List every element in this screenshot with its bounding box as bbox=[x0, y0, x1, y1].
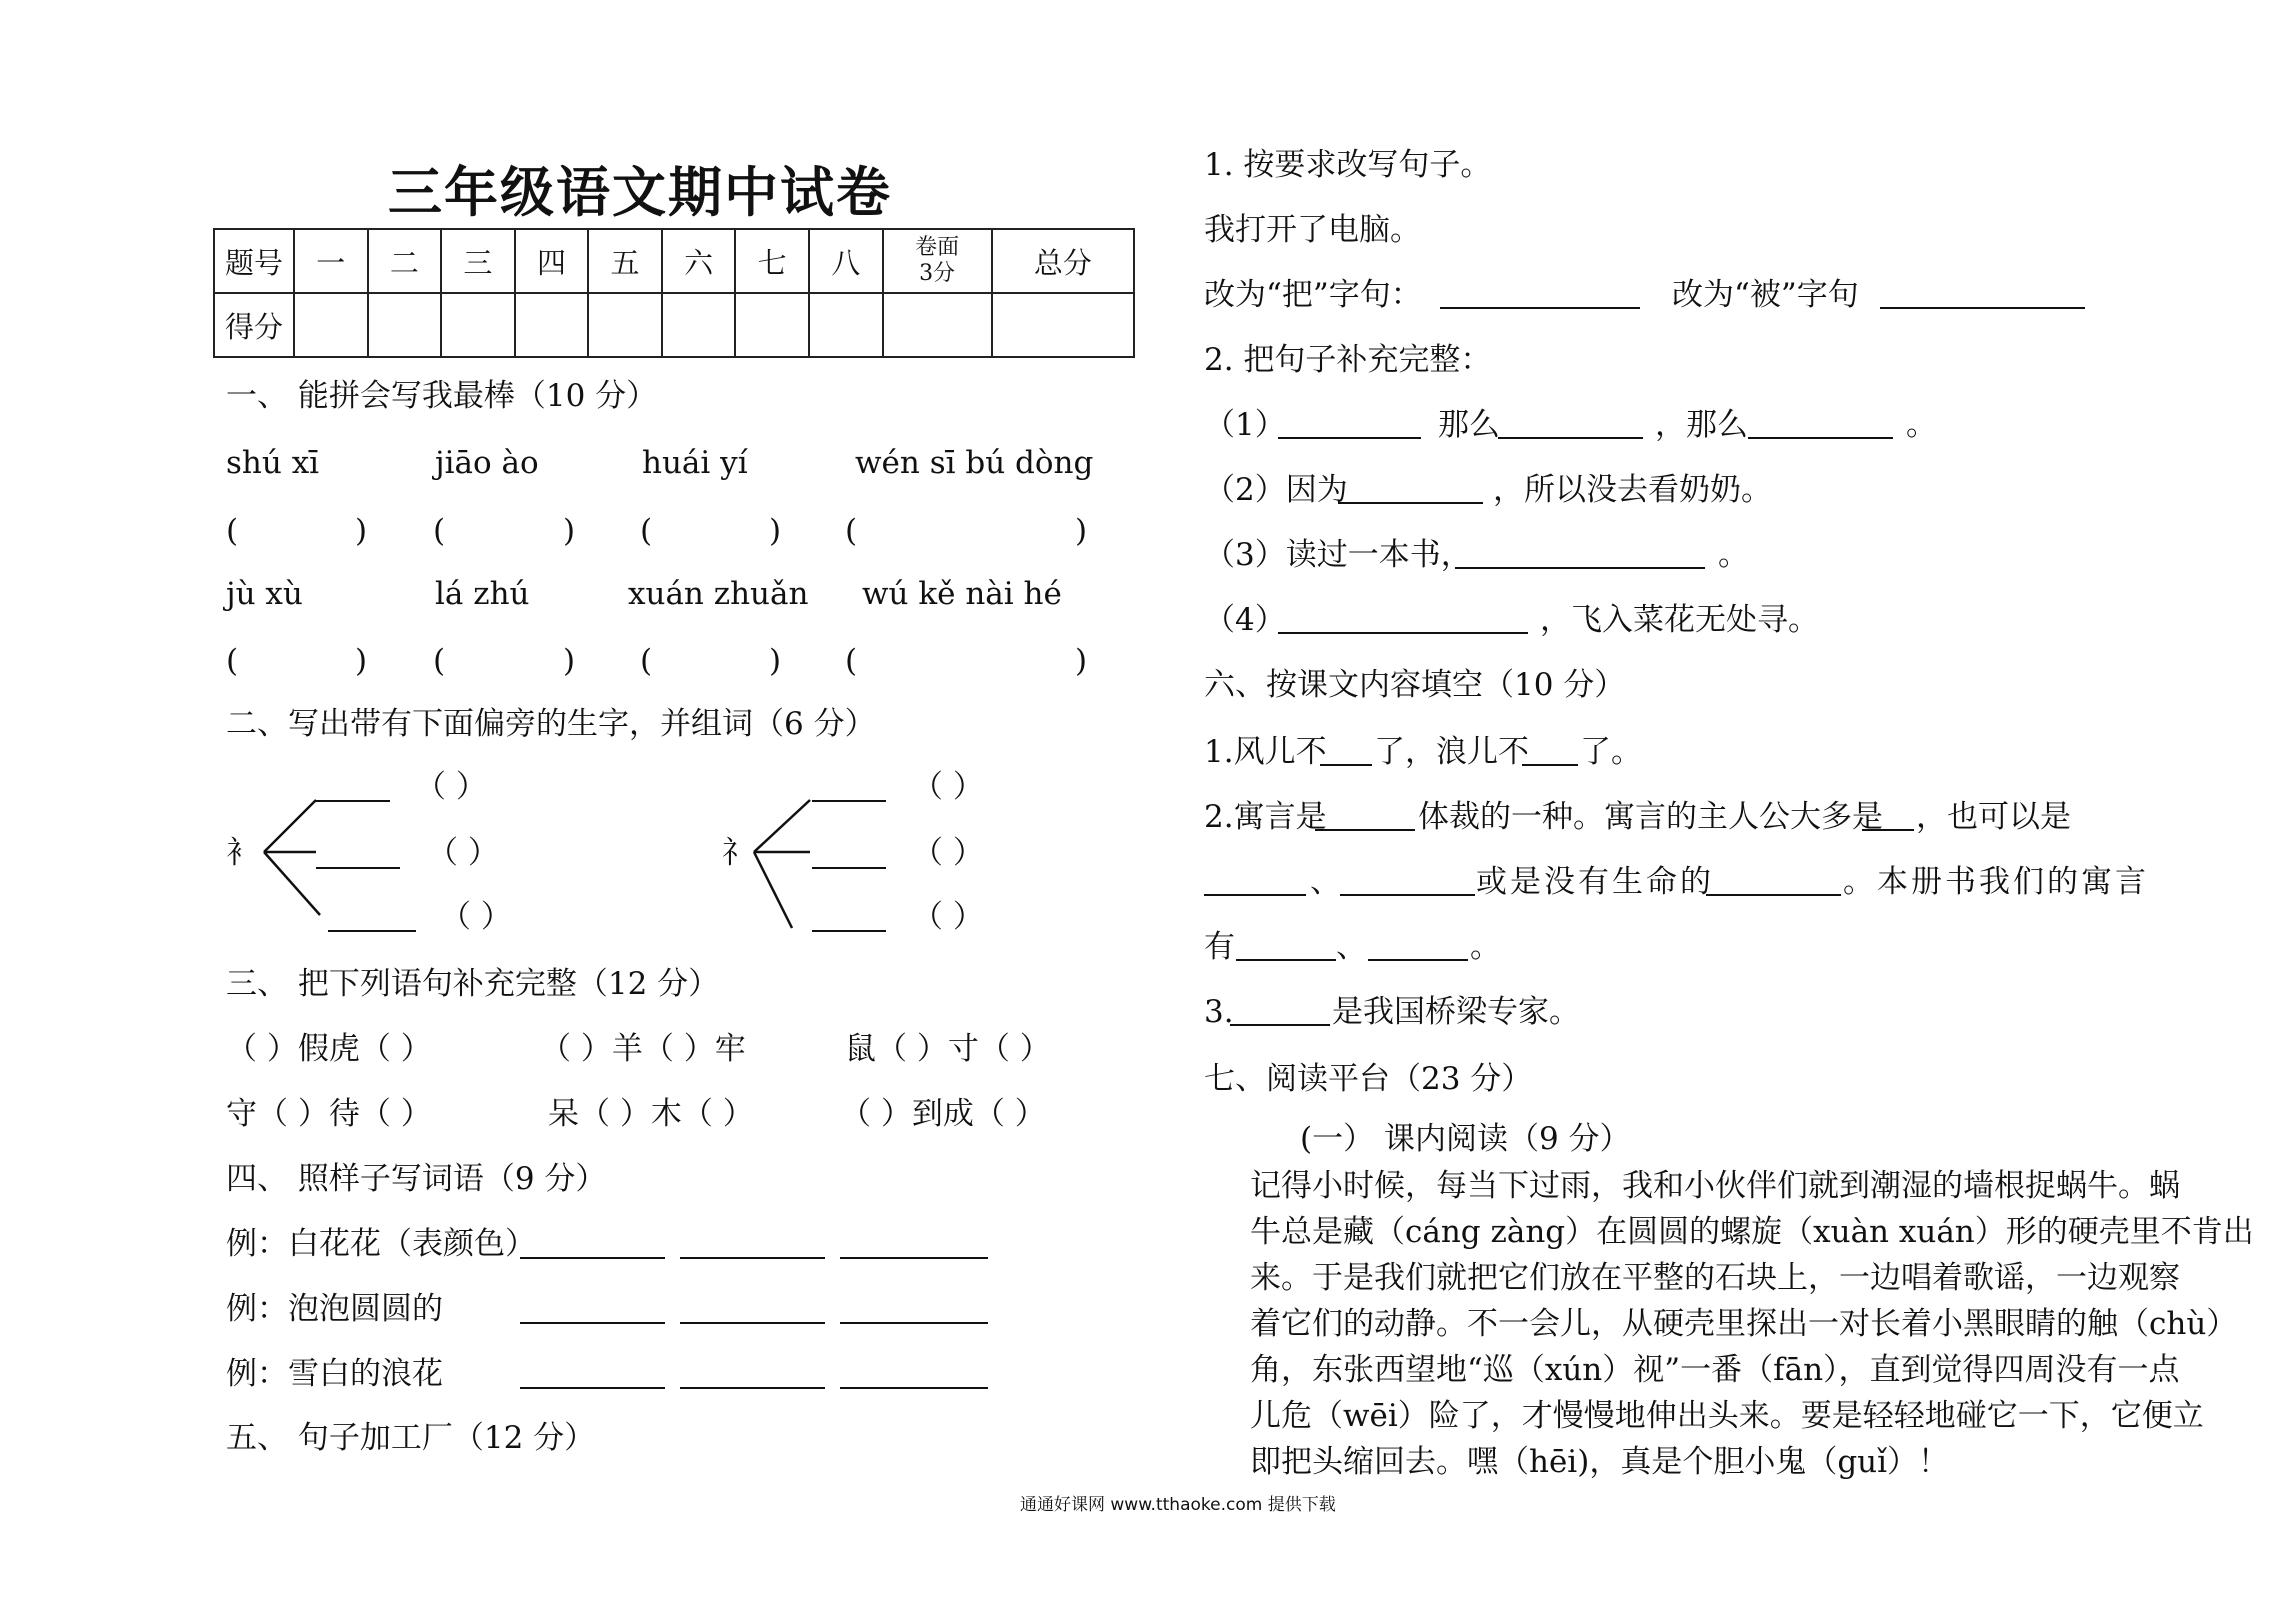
score-input-cell[interactable] bbox=[294, 293, 368, 357]
score-cell: 五 bbox=[588, 229, 662, 293]
paren-close: ) bbox=[1075, 643, 1088, 679]
paren-open: ( bbox=[433, 513, 446, 549]
score-cell: 六 bbox=[662, 229, 736, 293]
section4-heading: 四、 照样子写词语（9 分） bbox=[226, 1161, 607, 1197]
idiom-blank: 呆（ ）木（ ） bbox=[548, 1096, 754, 1132]
section3-heading: 三、 把下列语句补充完整（12 分） bbox=[226, 966, 720, 1002]
score-input-cell[interactable] bbox=[809, 293, 883, 357]
pinyin-item: jù xù bbox=[226, 576, 303, 612]
score-input-cell[interactable] bbox=[441, 293, 515, 357]
section2-heading: 二、写出带有下面偏旁的生字，并组词（6 分） bbox=[226, 706, 876, 742]
score-cell: 七 bbox=[735, 229, 809, 293]
q2-4-text: ，飞入菜花无处寻。 bbox=[1540, 602, 1819, 638]
section6-heading: 六、按课文内容填空（10 分） bbox=[1204, 667, 1626, 703]
paren-close: ) bbox=[1075, 513, 1088, 549]
score-row-label: 得分 bbox=[214, 293, 294, 357]
s6-2-text: 体裁的一种。寓言的主人公大多是 bbox=[1418, 799, 1883, 835]
q1-ba-label: 改为“把”字句： bbox=[1204, 277, 1422, 313]
s6-1-text: 了。 bbox=[1580, 734, 1642, 770]
q2-1-text: 那么 bbox=[1438, 407, 1500, 443]
score-cell: 四 bbox=[515, 229, 589, 293]
passage-line: 记得小时候，每当下过雨，我和小伙伴们就到潮湿的墙根捉蜗牛。蜗 bbox=[1250, 1168, 2180, 1204]
passage-line: 角，东张西望地“巡（xún）视”一番（fān），直到觉得四周没有一点 bbox=[1250, 1352, 2180, 1388]
radical-2: 礻 bbox=[722, 835, 753, 871]
section1-heading: 一、 能拼会写我最棒（10 分） bbox=[226, 378, 658, 414]
radical-1: 衤 bbox=[226, 835, 257, 871]
example-word: 例：泡泡圆圆的 bbox=[226, 1291, 443, 1327]
s6-2-text: 有 bbox=[1204, 929, 1235, 965]
paren-close: ) bbox=[563, 513, 576, 549]
s6-2-text: 2.寓言是 bbox=[1204, 799, 1327, 835]
passage-line: 即把头缩回去。嘿（hēi)，真是个胆小鬼（guǐ）！ bbox=[1250, 1444, 1950, 1480]
score-table-score-row bbox=[214, 293, 1134, 357]
s6-2-text: 、 bbox=[1310, 864, 1341, 900]
paren-close: ) bbox=[355, 513, 368, 549]
q2-3-prefix: （3）读过一本书， bbox=[1204, 537, 1472, 573]
paren-open: ( bbox=[640, 513, 653, 549]
answer-paren: （ ） bbox=[912, 835, 984, 871]
radical-2-branches bbox=[752, 790, 852, 930]
pinyin-item: xuán zhuǎn bbox=[628, 576, 809, 612]
idiom-blank: （ ）假虎（ ） bbox=[226, 1031, 432, 1067]
s6-2-text: 。 bbox=[1470, 929, 1501, 965]
passage-line: 着它们的动静。不一会儿，从硬壳里探出一对长着小黑眼睛的触（chù） bbox=[1250, 1306, 2238, 1342]
s6-2-text: ，也可以是 bbox=[1916, 799, 2071, 835]
answer-paren: （ ） bbox=[415, 769, 487, 805]
paren-open: ( bbox=[845, 513, 858, 549]
q2-2-prefix: （2）因为 bbox=[1204, 472, 1348, 508]
answer-paren: （ ） bbox=[912, 769, 984, 805]
paren-close: ) bbox=[563, 643, 576, 679]
score-cell: 二 bbox=[368, 229, 442, 293]
passage-line: 儿危（wēi）险了，才慢慢地伸出头来。要是轻轻地碰它一下，它便立 bbox=[1250, 1398, 2204, 1434]
s6-1-text: 了，浪儿不 bbox=[1374, 734, 1529, 770]
example-word: 例：白花花（表颜色） bbox=[226, 1226, 536, 1262]
section5-heading: 五、 句子加工厂（12 分） bbox=[226, 1420, 596, 1456]
q1-bei-label: 改为“被”字句 bbox=[1672, 277, 1859, 313]
example-word: 例：雪白的浪花 bbox=[226, 1356, 443, 1392]
score-table bbox=[213, 228, 1135, 358]
q2-4-prefix: （4） bbox=[1204, 602, 1286, 638]
s6-2-text: 或是没有生命的 bbox=[1476, 864, 1714, 900]
answer-paren: （ ） bbox=[427, 835, 499, 871]
score-cell: 一 bbox=[294, 229, 368, 293]
s6-2-text: 。本册书我们的寓言 bbox=[1843, 864, 2149, 900]
s6-3-text: 3. bbox=[1204, 994, 1234, 1030]
score-input-cell[interactable] bbox=[588, 293, 662, 357]
score-cell: 八 bbox=[809, 229, 883, 293]
paren-open: ( bbox=[226, 643, 239, 679]
answer-paren: （ ） bbox=[912, 899, 984, 935]
footer-credit: 通通好课网 www.tthaoke.com 提供下载 bbox=[1020, 1495, 1336, 1515]
idiom-blank: （ ）到成（ ） bbox=[840, 1096, 1046, 1132]
score-cell: 题号 bbox=[214, 229, 294, 293]
pinyin-item: shú xī bbox=[226, 445, 320, 481]
score-input-cell[interactable] bbox=[368, 293, 442, 357]
passage-line: 来。于是我们就把它们放在平整的石块上，一边唱着歌谣，一边观察 bbox=[1250, 1260, 2180, 1296]
paren-open: ( bbox=[845, 643, 858, 679]
section7-subheading: (一） 课内阅读（9 分） bbox=[1300, 1121, 1631, 1157]
score-cell: 总分 bbox=[992, 229, 1134, 293]
idiom-blank: 鼠（ ）寸（ ） bbox=[845, 1031, 1051, 1067]
paren-open: ( bbox=[226, 513, 239, 549]
score-input-cell[interactable] bbox=[883, 293, 992, 357]
score-input-cell[interactable] bbox=[992, 293, 1134, 357]
idiom-blank: 守（ ）待（ ） bbox=[226, 1096, 432, 1132]
q2-label: 2. 把句子补充完整： bbox=[1204, 342, 1492, 378]
passage-line: 牛总是藏（cáng zàng）在圆圆的螺旋（xuàn xuán）形的硬壳里不肯出 bbox=[1250, 1214, 2254, 1250]
pinyin-item: wú kě nài hé bbox=[862, 576, 1062, 612]
s6-1-text: 1.风儿不 bbox=[1204, 734, 1327, 770]
score-table-header-row bbox=[214, 229, 1134, 293]
s6-3-text: 是我国桥梁专家。 bbox=[1332, 994, 1580, 1030]
radical-1-branches bbox=[260, 790, 360, 920]
answer-paren: （ ） bbox=[440, 899, 512, 935]
q2-3-end: 。 bbox=[1718, 537, 1749, 573]
pinyin-item: huái yí bbox=[642, 445, 748, 481]
q2-2-text: ，所以没去看奶奶。 bbox=[1493, 472, 1772, 508]
q1-label: 1. 按要求改写句子。 bbox=[1204, 147, 1492, 183]
paren-close: ) bbox=[355, 643, 368, 679]
score-input-cell[interactable] bbox=[662, 293, 736, 357]
paren-open: ( bbox=[640, 643, 653, 679]
reading-passage bbox=[1250, 1163, 2254, 1485]
pinyin-item: lá zhú bbox=[435, 576, 530, 612]
score-cell: 卷面 3分 bbox=[883, 229, 992, 293]
pinyin-item: jiāo ào bbox=[435, 445, 539, 481]
paren-close: ) bbox=[769, 643, 782, 679]
q2-1-text: ，那么 bbox=[1655, 407, 1748, 443]
paren-close: ) bbox=[769, 513, 782, 549]
q1-sentence: 我打开了电脑。 bbox=[1204, 212, 1421, 248]
q2-1-end: 。 bbox=[1906, 407, 1937, 443]
exam-title: 三年级语文期中试卷 bbox=[388, 161, 892, 224]
score-input-cell[interactable] bbox=[735, 293, 809, 357]
s6-2-text: 、 bbox=[1336, 929, 1367, 965]
paren-open: ( bbox=[433, 643, 446, 679]
score-cell: 三 bbox=[441, 229, 515, 293]
pinyin-item: wén sī bú dòng bbox=[855, 445, 1094, 481]
idiom-blank: （ ）羊（ ）牢 bbox=[540, 1031, 746, 1067]
score-input-cell[interactable] bbox=[515, 293, 589, 357]
q2-1-prefix: （1） bbox=[1204, 407, 1286, 443]
section7-heading: 七、阅读平台（23 分） bbox=[1204, 1061, 1533, 1097]
